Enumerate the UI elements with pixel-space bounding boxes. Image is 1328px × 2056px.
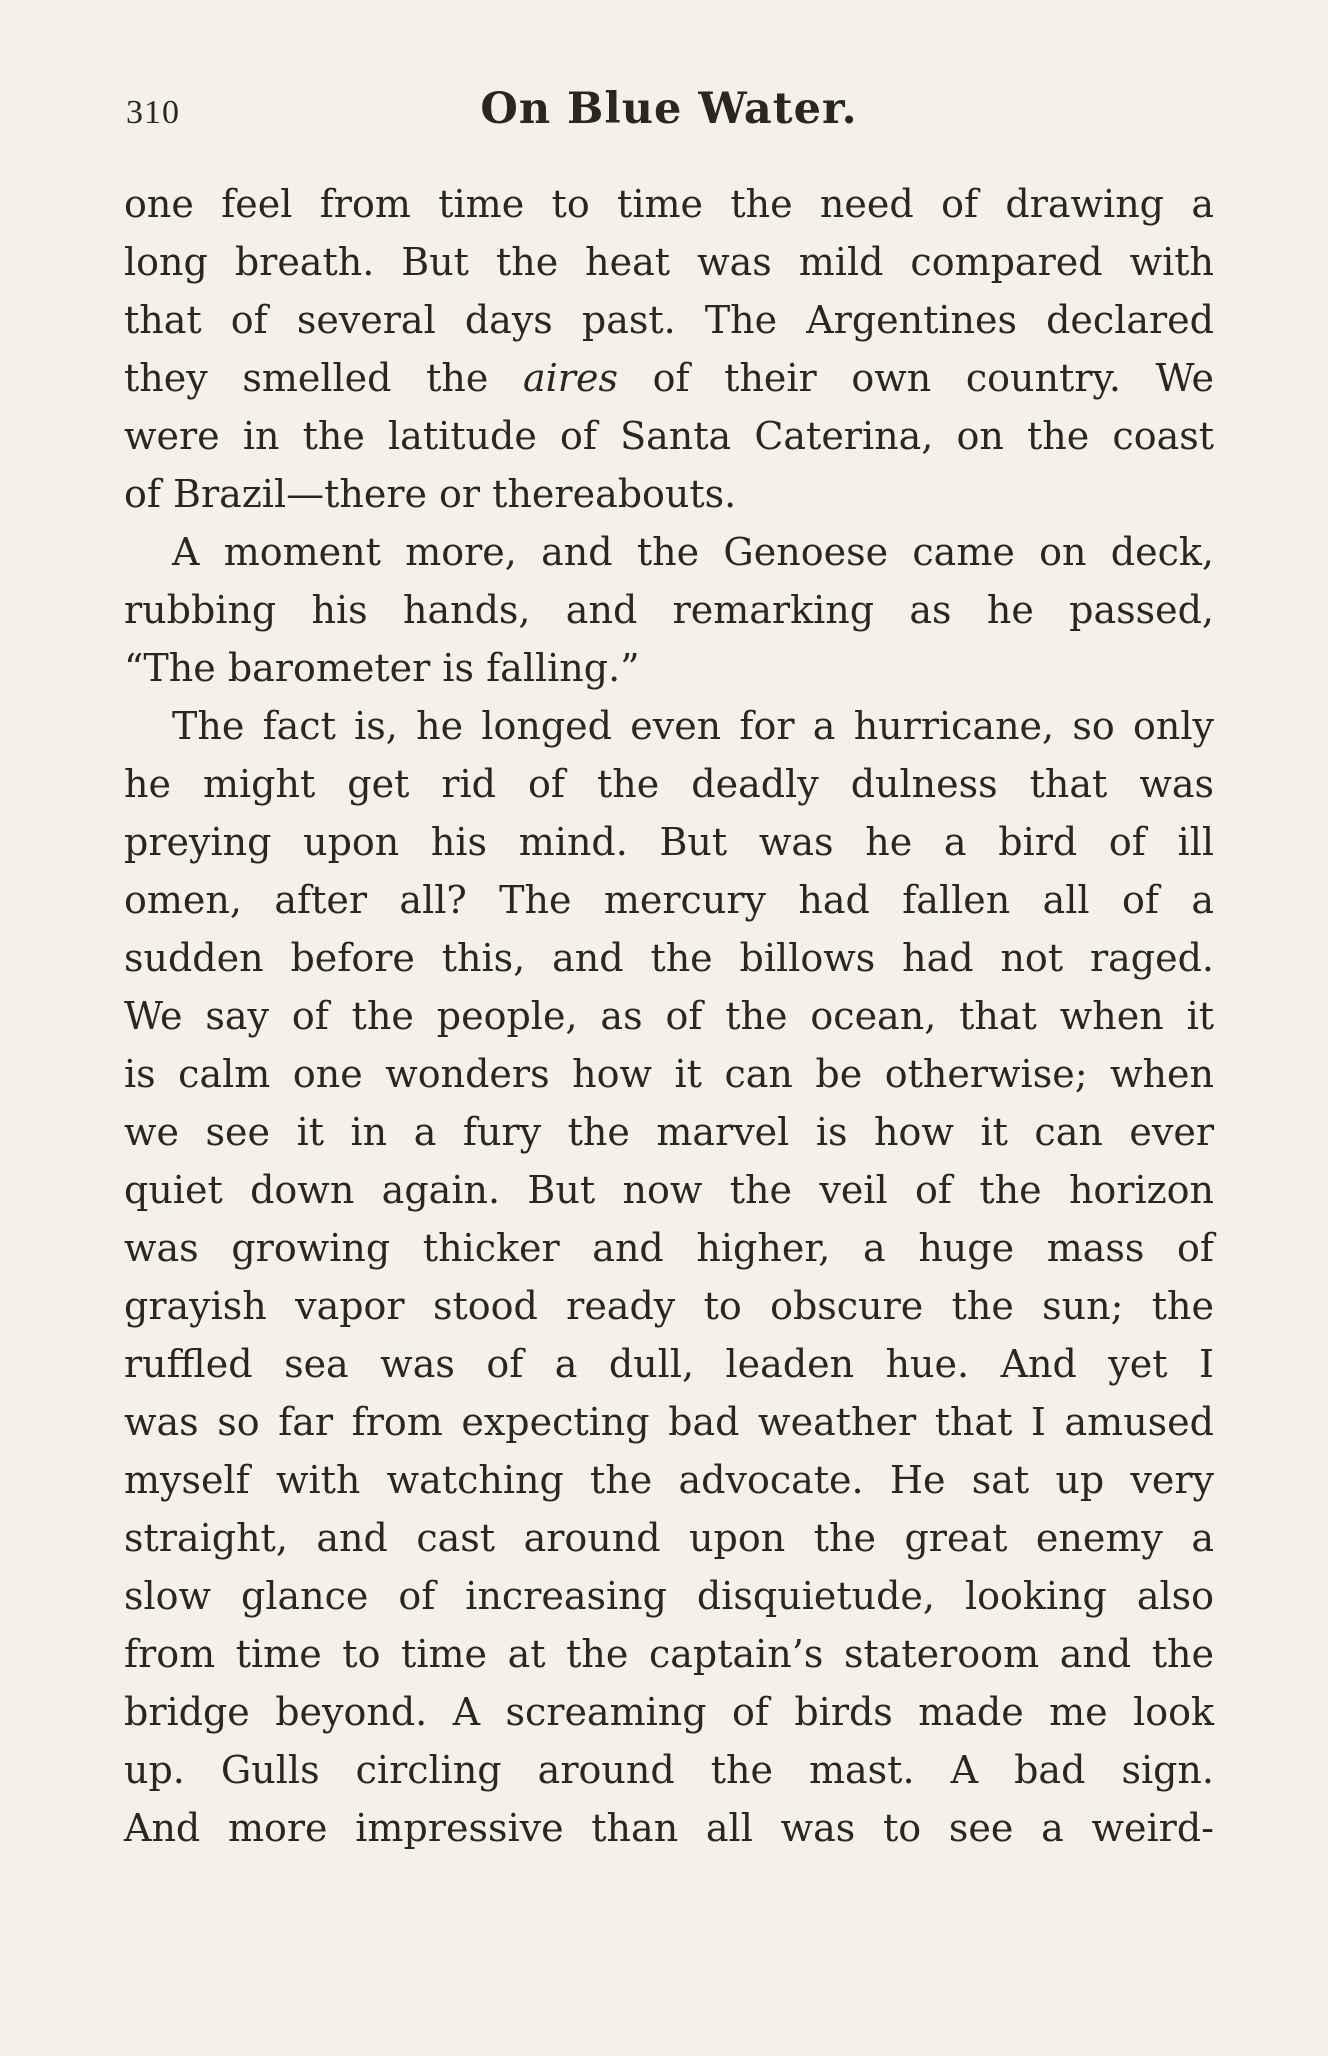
text-line: preying upon his mind. But was he a bird of ill [124, 820, 1214, 864]
text-line: was so far from expecting bad weather that I amused [124, 1400, 1214, 1444]
running-title: On Blue Water. [480, 84, 858, 134]
text-line: And more impressive than all was to see a weird- [124, 1806, 1214, 1850]
text-line: was growing thicker and higher, a huge mass of [124, 1226, 1214, 1270]
text-line: we see it in a fury the marvel is how it can ever [124, 1110, 1214, 1154]
text-line: We say of the people, as of the ocean, that when it [124, 994, 1214, 1038]
italic-word: aires [522, 356, 618, 400]
text-line: sudden before this, and the billows had not raged. [124, 936, 1214, 980]
text-line: of Brazil—there or thereabouts. [124, 472, 737, 516]
text-line: one feel from time to time the need of drawing a [124, 182, 1214, 226]
text-line: ruffled sea was of a dull, leaden hue. And yet I [124, 1342, 1214, 1386]
text-line: omen, after all? The mercury had fallen all of a [124, 878, 1214, 922]
text-line: that of several days past. The Argentines declared [124, 298, 1214, 342]
text-line [124, 349, 1214, 407]
text-line: A moment more, and the Genoese came on deck, [172, 530, 1214, 574]
text-line: “The barometer is falling.” [124, 646, 640, 690]
text-line: long breath. But the heat was mild compared with [124, 240, 1214, 284]
text-segment: of their own country. We [652, 356, 1214, 400]
text-line: he might get rid of the deadly dulness that was [124, 762, 1214, 806]
text-line: slow glance of increasing disquietude, looking also [124, 1574, 1214, 1618]
text-line: were in the latitude of Santa Caterina, on the coast [124, 414, 1214, 458]
running-head [124, 84, 1214, 144]
text-line: myself with watching the advocate. He sat up very [124, 1458, 1214, 1502]
text-line: rubbing his hands, and remarking as he passed, [124, 588, 1214, 632]
text-line: from time to time at the captain’s stateroom and the [124, 1632, 1214, 1676]
page-number: 310 [126, 94, 180, 131]
text-line: grayish vapor stood ready to obscure the sun; the [124, 1284, 1214, 1328]
text-line: quiet down again. But now the veil of the horizon [124, 1168, 1214, 1212]
text-line: bridge beyond. A screaming of birds made me look [124, 1690, 1214, 1734]
text-line: up. Gulls circling around the mast. A bad sign. [124, 1748, 1214, 1792]
text-segment: they smelled the [124, 356, 489, 400]
text-line: The fact is, he longed even for a hurricane, so only [172, 704, 1214, 748]
text-line: straight, and cast around upon the great enemy a [124, 1516, 1214, 1560]
text-line: is calm one wonders how it can be otherwise; when [124, 1052, 1214, 1096]
body-text [124, 175, 1214, 1857]
